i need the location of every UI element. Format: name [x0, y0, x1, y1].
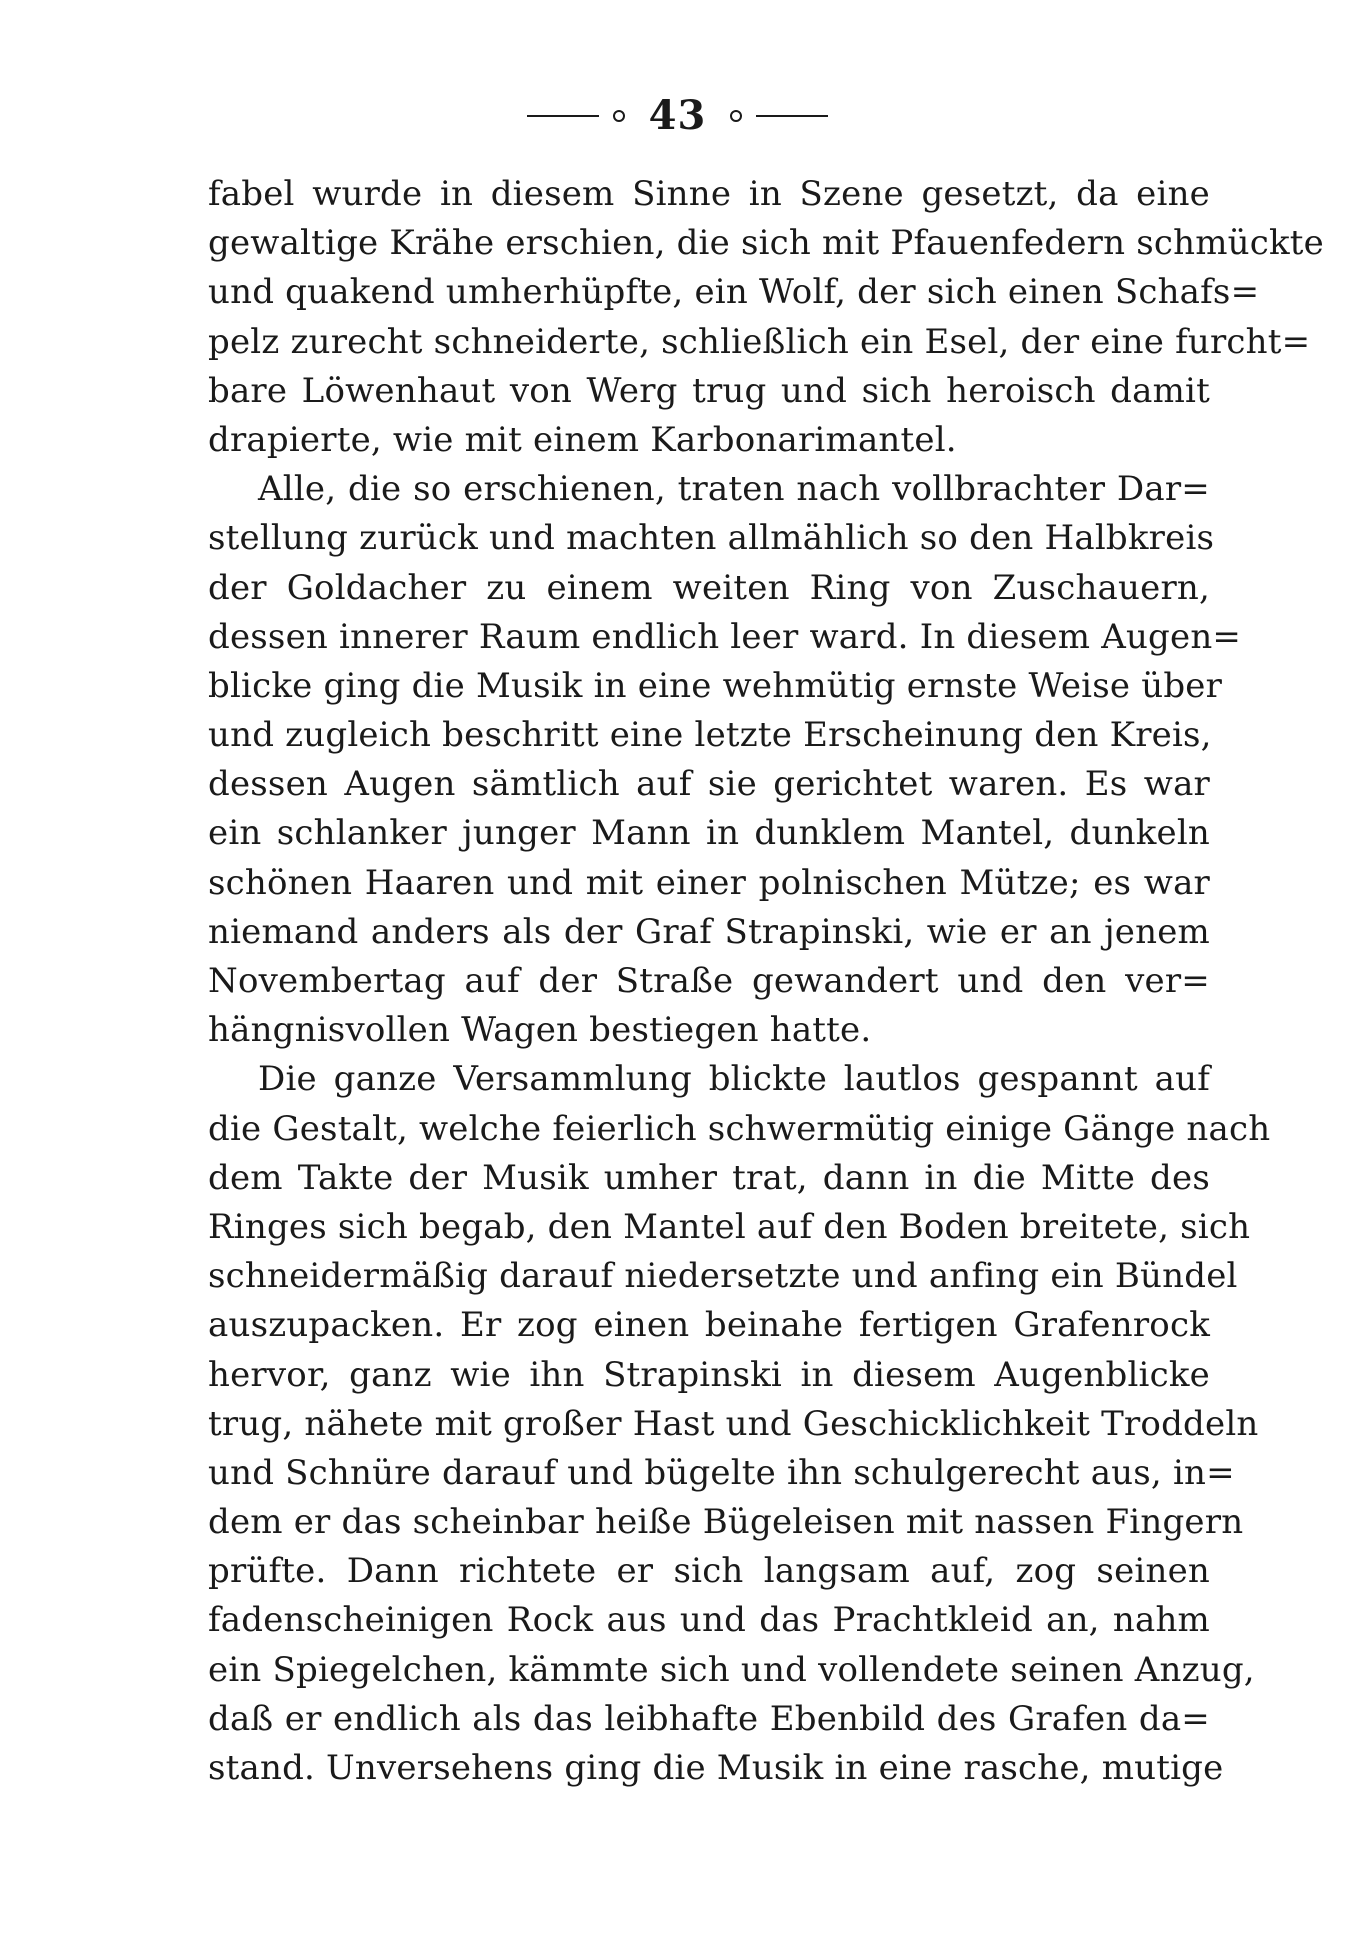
page-number: 43	[648, 92, 707, 139]
text-line: hängnisvollen Wagen bestiegen hatte.	[208, 1010, 872, 1051]
text-line: bare Löwenhaut von Werg trug und sich heroisch damit	[208, 370, 1210, 411]
text-line: stand. Unversehens ging die Musik in eine rasche, mutige	[208, 1748, 1224, 1788]
text-line: ein schlanker junger Mann in dunklem Mantel, dunkeln	[208, 813, 1210, 854]
text-line: Novembertag auf der Straße gewandert und den ver=	[208, 961, 1210, 1001]
header-ornament-right	[730, 110, 742, 122]
text-line: die Gestalt, welche feierlich schwermütig einige Gänge nach	[208, 1108, 1271, 1149]
text-line: dessen Augen sämtlich auf sie gerichtet waren. Es war	[208, 764, 1210, 805]
text-line: ein Spiegelchen, kämmte sich und vollendete seinen Anzug,	[208, 1649, 1255, 1690]
paragraph-start-line: Alle, die so erschienen, traten nach vollbrachter Dar=	[258, 469, 1210, 510]
text-line: schneidermäßig darauf niedersetzte und anfing ein Bündel	[208, 1256, 1238, 1297]
text-line: der Goldacher zu einem weiten Ring von Zuschauern,	[208, 567, 1210, 608]
text-line: Ringes sich begab, den Mantel auf den Boden breitete, sich	[208, 1206, 1251, 1247]
text-line: schönen Haaren und mit einer polnischen Mütze; es war	[208, 862, 1210, 903]
text-line: blicke ging die Musik in eine wehmütig ernste Weise über	[208, 665, 1223, 706]
text-line: drapierte, wie mit einem Karbonarimantel.	[208, 419, 957, 460]
text-line: trug, nähete mit großer Hast und Geschicklichkeit Troddeln	[208, 1403, 1259, 1444]
text-line: pelz zurecht schneiderte, schließlich ein Esel, der eine furcht=	[208, 321, 1311, 362]
header-rule-left	[527, 115, 599, 117]
text-line: fadenscheinigen Rock aus und das Prachtkleid an, nahm	[208, 1600, 1210, 1641]
header-rule-right	[756, 115, 828, 117]
text-line: daß er endlich als das leibhafte Ebenbild des Grafen da=	[208, 1698, 1210, 1739]
body-text	[208, 170, 1324, 1793]
text-line: auszupacken. Er zog einen beinahe fertigen Grafenrock	[208, 1305, 1210, 1346]
text-line: niemand anders als der Graf Strapinski, wie er an jenem	[208, 911, 1210, 952]
text-line: und quakend umherhüpfte, ein Wolf, der sich einen Schafs=	[208, 272, 1260, 313]
paragraph-start-line: Die ganze Versammlung blickte lautlos gespannt auf	[258, 1059, 1210, 1100]
text-line: dem Takte der Musik umher trat, dann in die Mitte des	[208, 1157, 1210, 1198]
page-header	[0, 92, 1355, 140]
text-line: stellung zurück und machten allmählich so den Halbkreis	[208, 518, 1215, 559]
text-line: und zugleich beschritt eine letzte Erscheinung den Kreis,	[208, 715, 1212, 756]
text-line: fabel wurde in diesem Sinne in Szene gesetzt, da eine	[208, 174, 1210, 214]
text-line: dem er das scheinbar heiße Bügeleisen mit nassen Fingern	[208, 1502, 1244, 1543]
text-line: dessen innerer Raum endlich leer ward. In diesem Augen=	[208, 616, 1242, 657]
text-line: gewaltige Krähe erschien, die sich mit Pfauenfedern schmückte	[208, 223, 1324, 264]
header-ornament-left	[613, 110, 625, 122]
text-line: und Schnüre darauf und bügelte ihn schulgerecht aus, in=	[208, 1452, 1235, 1493]
text-line: hervor, ganz wie ihn Strapinski in diesem Augenblicke	[208, 1354, 1210, 1395]
text-line: prüfte. Dann richtete er sich langsam auf, zog seinen	[208, 1551, 1210, 1592]
